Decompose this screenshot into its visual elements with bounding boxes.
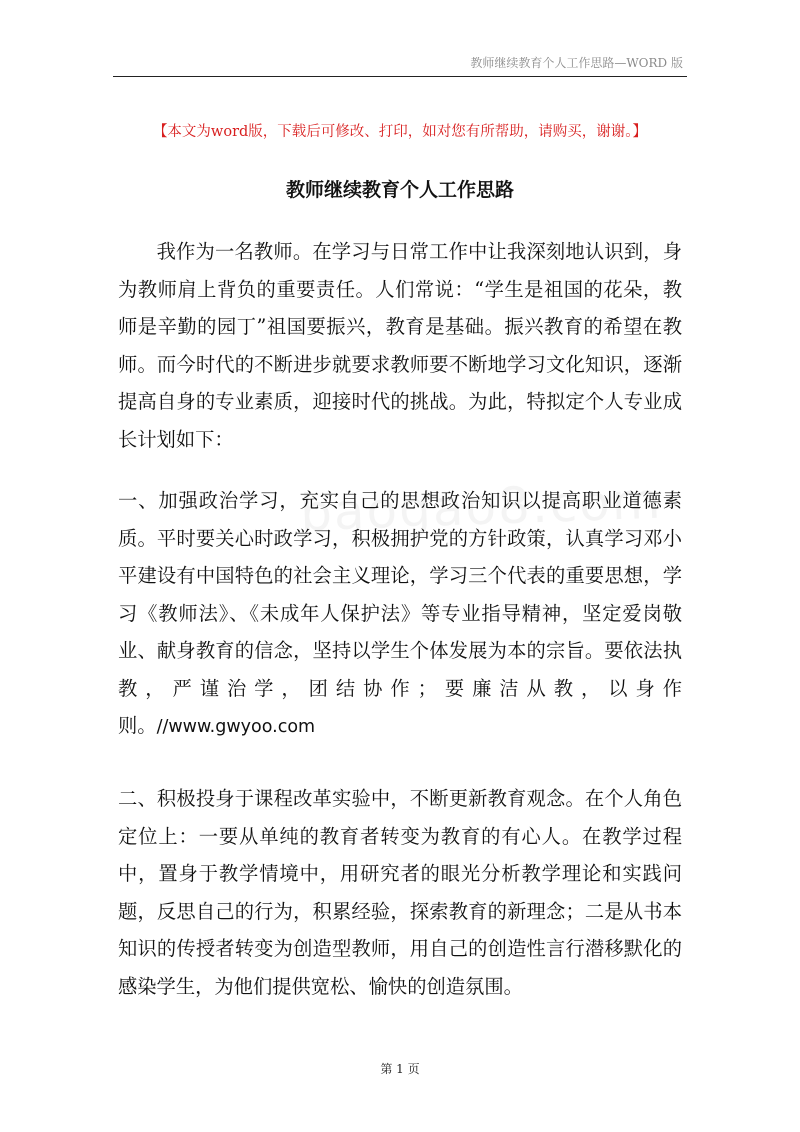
purchase-notice: 【本文为word版，下载后可修改、打印，如对您有所帮助，请购买，谢谢。】	[152, 124, 648, 140]
page-number: 第 1 页	[380, 1062, 420, 1076]
paragraph-intro: 我作为一名教师。在学习与日常工作中让我深刻地认识到，身为教师肩上背负的重要责任。人们常说：“学生是祖国的花朵，教师是辛勤的园丁”祖国要振兴，教育是基础。振兴教育的希望在教师。而今时代的不断进步就要求教师要不断地学习文化知识，逐渐提高自身的专业素质，迎接时代的挑战。为此，特拟定个人专业成长计划如下：	[118, 240, 682, 451]
header-divider	[113, 76, 687, 77]
section-1-text: 一、加强政治学习，充实自己的思想政治知识以提高职业道德素质。平时要关心时政学习，积极拥护党的方针政策，认真学习邓小平建设有中国特色的社会主义理论，学习三个代表的重要思想，学习《教师法》、《未成年人保护法》等专业指导精神，坚定爱岗敬业、献身教育的信念，坚持以学生个体发展为本的宗旨。要依法执教，严谨治学，团结协作；要廉洁从教，以身作则。	[118, 489, 682, 737]
paragraph-section-2: 二、积极投身于课程改革实验中，不断更新教育观念。在个人角色定位上：一要从单纯的教育者转变为教育的有心人。在教学过程中，置身于教学情境中，用研究者的眼光分析教学理论和实践问题，反思自己的行为，积累经验，探索教育的新理念；二是从书本知识的传授者转变为创造型教师，用自己的创造性言行潜移默化的感染学生，为他们提供宽松、愉快的创造氛围。	[118, 787, 682, 998]
paragraph-section-1	[118, 482, 682, 747]
section-1-url[interactable]: //www.gwyoo.com	[156, 717, 316, 737]
document-title: 教师继续教育个人工作思路	[285, 179, 514, 201]
running-header: 教师继续教育个人工作思路—WORD 版	[470, 56, 683, 70]
